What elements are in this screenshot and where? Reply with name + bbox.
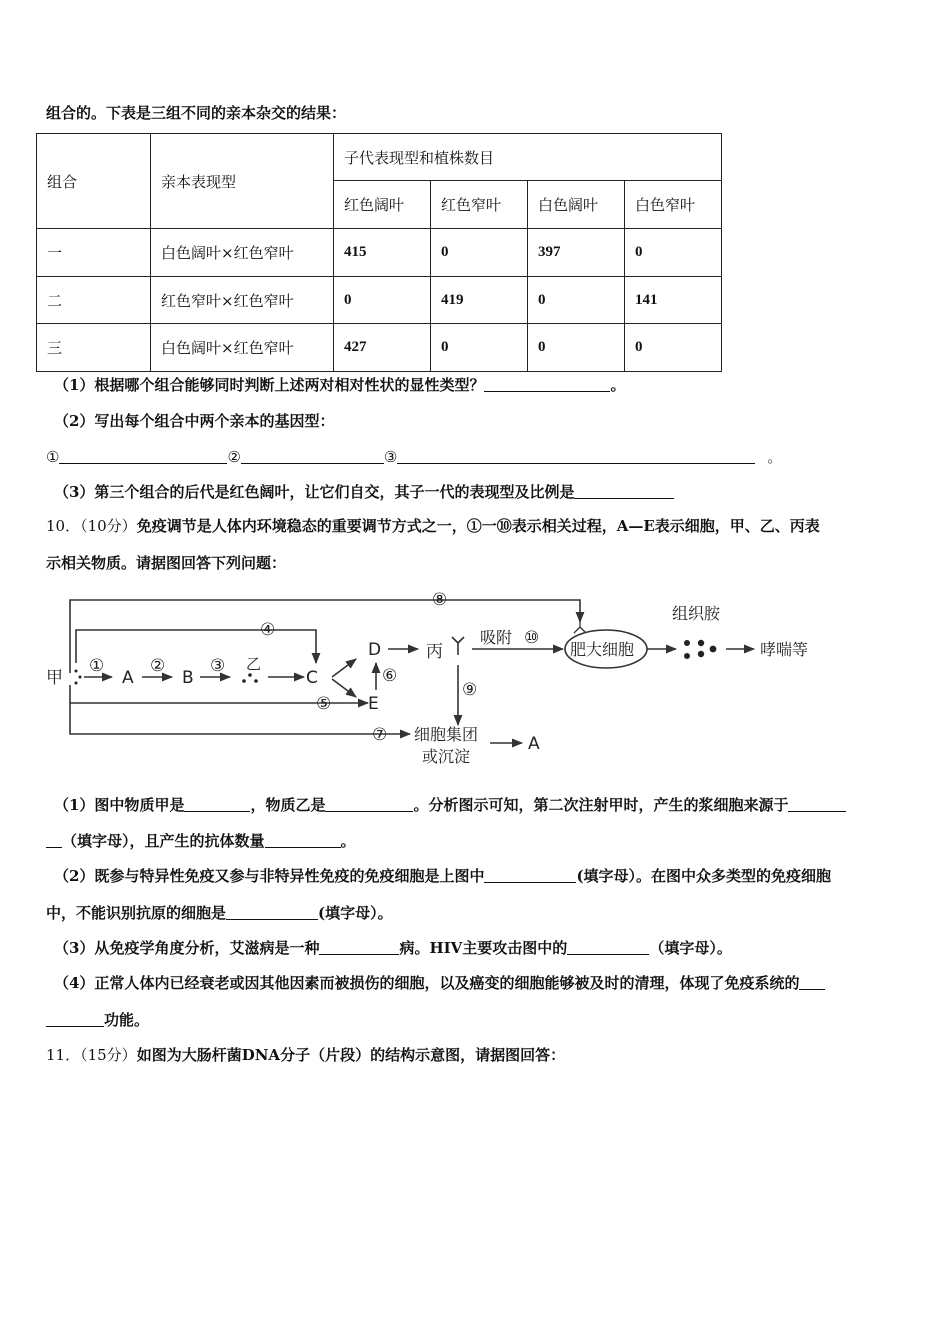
label-bing: 丙 [426, 642, 443, 662]
count-cell: 0 [528, 324, 625, 372]
label-asthma: 哮喘等 [760, 640, 809, 659]
step-2: ② [150, 656, 166, 676]
q10-sub1-b: ，物质乙是 [250, 796, 326, 814]
q10-sub1-e: 。 [340, 832, 356, 850]
q10-sub4-b: 功能。 [104, 1011, 150, 1029]
q10-score: （10分） [80, 517, 137, 535]
answer-blank[interactable] [574, 483, 674, 499]
answer-blank[interactable] [59, 448, 227, 464]
q9-genotype-blanks [46, 447, 782, 467]
step-8: ⑧ [432, 590, 448, 610]
step-7: ⑦ [372, 725, 388, 745]
q9-sub3 [54, 482, 674, 502]
cell-D: D [368, 640, 382, 660]
q9-sub3-text: （3）第三个组合的后代是红色阔叶，让它们自交，其子一代的表现型及比例是 [54, 483, 575, 501]
count-cell: 415 [334, 229, 431, 277]
answer-blank[interactable] [226, 904, 318, 920]
answer-blank[interactable] [484, 376, 610, 392]
q10-sub4-a: （4）正常人体内已经衰老或因其他因素而被损伤的细胞，以及癌变的细胞能够被及时的清理，体现了免疫系统的 [54, 974, 800, 992]
cell-C: C [306, 668, 318, 688]
marker-3: ③ [383, 448, 398, 466]
count-cell: 0 [431, 324, 528, 372]
answer-blank[interactable] [567, 939, 649, 955]
answer-blank[interactable] [46, 832, 62, 848]
answer-blank[interactable] [397, 448, 755, 464]
intro-text: 组合的。下表是三组不同的亲本杂交的结果： [46, 104, 347, 122]
q10-stem-c: 表示细胞，甲、乙、丙表 [654, 517, 820, 535]
q10-sub1-line1 [54, 795, 846, 815]
q10-stem-a: 免疫调节是人体内环境稳态的重要调节方式之一，①一⑩表示相关过程， [136, 517, 617, 535]
q11-stem-a: 如图为大肠杆菌 [136, 1046, 242, 1064]
cell-B: B [182, 668, 194, 688]
cell-E: E [368, 694, 379, 714]
q10-stem-b: A—E [616, 517, 655, 535]
count-cell: 397 [528, 229, 625, 277]
answer-blank[interactable] [46, 1011, 104, 1027]
parent-cell: 红色窄叶×红色窄叶 [151, 277, 334, 324]
count-cell: 0 [625, 324, 722, 372]
q11-stem-b: DNA [241, 1046, 281, 1064]
answer-blank[interactable] [484, 867, 576, 883]
q10-stem-1 [46, 516, 820, 536]
step-9: ⑨ [462, 680, 478, 700]
immune-process-diagram [40, 585, 840, 775]
step-10: ⑩ [524, 628, 540, 648]
table-row [37, 324, 722, 372]
marker-2: ② [227, 448, 241, 466]
answer-blank[interactable] [265, 832, 341, 848]
q10-sub3-b: 病。 [399, 939, 430, 957]
label-jia: 甲 [46, 668, 63, 688]
q10-sub2-d: (填字母）。 [318, 904, 393, 922]
q10-sub3-e: （填字母）。 [649, 939, 732, 957]
q10-sub4-line2 [46, 1010, 149, 1030]
answer-blank[interactable] [325, 796, 413, 812]
label-cluster-1: 细胞集团 [414, 725, 479, 744]
q9-sub2-end: 。 [767, 448, 783, 466]
count-cell: 0 [334, 277, 431, 324]
q10-sub1-a: （1）图中物质甲是 [54, 796, 185, 814]
header-group: 组合 [37, 134, 151, 229]
header-phenotype: 白色窄叶 [625, 181, 722, 229]
answer-blank[interactable] [319, 939, 399, 955]
marker-1: ① [46, 448, 60, 466]
header-offspring: 子代表现型和植株数目 [334, 134, 722, 181]
cell-A: A [122, 668, 134, 688]
header-parent: 亲本表现型 [151, 134, 334, 229]
answer-blank[interactable] [184, 796, 250, 812]
q9-sub1-text: （1）根据哪个组合能够同时判断上述两对相对性状的显性类型？ [54, 376, 485, 394]
group-cell: 一 [37, 229, 151, 277]
label-yi: 乙 [246, 655, 262, 673]
label-cluster-2: 或沉淀 [422, 747, 471, 766]
q10-sub3-a: （3）从免疫学角度分析，艾滋病是一种 [54, 939, 320, 957]
q10-sub3 [54, 938, 732, 958]
count-cell: 419 [431, 277, 528, 324]
q10-sub2-line2 [46, 903, 393, 923]
q10-number: 10． [46, 517, 81, 535]
q11-stem-c: 分子（片段）的结构示意图，请据图回答： [280, 1046, 566, 1064]
q10-sub3-d: 主要攻击图中的 [462, 939, 568, 957]
q11-stem [46, 1045, 565, 1065]
answer-blank[interactable] [241, 448, 384, 464]
header-phenotype: 白色阔叶 [528, 181, 625, 229]
label-histamine: 组织胺 [672, 604, 721, 623]
table-row [37, 277, 722, 324]
q10-sub1-line2 [46, 831, 356, 851]
q10-sub2-a: （2）既参与特异性免疫又参与非特异性免疫的免疫细胞是上图中 [54, 867, 485, 885]
answer-blank[interactable] [788, 796, 846, 812]
q10-sub3-c: HIV [429, 939, 463, 957]
count-cell: 0 [431, 229, 528, 277]
parent-cell: 白色阔叶×红色窄叶 [151, 324, 334, 372]
q10-sub1-c: 。分析图示可知，第二次注射甲时，产生的浆细胞来源于 [413, 796, 789, 814]
label-adsorb: 吸附 [480, 628, 513, 647]
step-3: ③ [210, 656, 226, 676]
step-6: ⑥ [382, 666, 398, 686]
q10-sub2-b: (填字母）。在图中众多类型的免疫细胞 [576, 867, 832, 885]
q10-stem-2: 示相关物质。请据图回答下列问题： [46, 554, 287, 572]
q10-sub2-line1 [54, 866, 831, 886]
count-cell: 427 [334, 324, 431, 372]
group-cell: 三 [37, 324, 151, 372]
cell-A-2: A [528, 734, 540, 754]
table-row [37, 229, 722, 277]
q9-sub2: （2）写出每个组合中两个亲本的基因型： [54, 412, 335, 430]
header-phenotype: 红色阔叶 [334, 181, 431, 229]
header-phenotype: 红色窄叶 [431, 181, 528, 229]
q10-sub2-c: 中，不能识别抗原的细胞是 [46, 904, 227, 922]
count-cell: 141 [625, 277, 722, 324]
step-5: ⑤ [316, 694, 332, 714]
step-4: ④ [260, 620, 276, 640]
answer-blank[interactable] [799, 974, 825, 990]
parent-cell: 白色阔叶×红色窄叶 [151, 229, 334, 277]
cross-results-table [36, 133, 722, 372]
q9-sub1-end: 。 [610, 376, 626, 394]
q10-sub1-d: （填字母），且产生的抗体数量 [62, 832, 265, 850]
label-mast-cell: 肥大细胞 [570, 640, 635, 659]
q10-sub4-line1 [54, 973, 825, 993]
q11-number: 11． [46, 1046, 81, 1064]
q11-score: （15分） [80, 1046, 137, 1064]
q9-sub1 [54, 375, 625, 395]
count-cell: 0 [625, 229, 722, 277]
group-cell: 二 [37, 277, 151, 324]
step-1: ① [89, 656, 105, 676]
count-cell: 0 [528, 277, 625, 324]
